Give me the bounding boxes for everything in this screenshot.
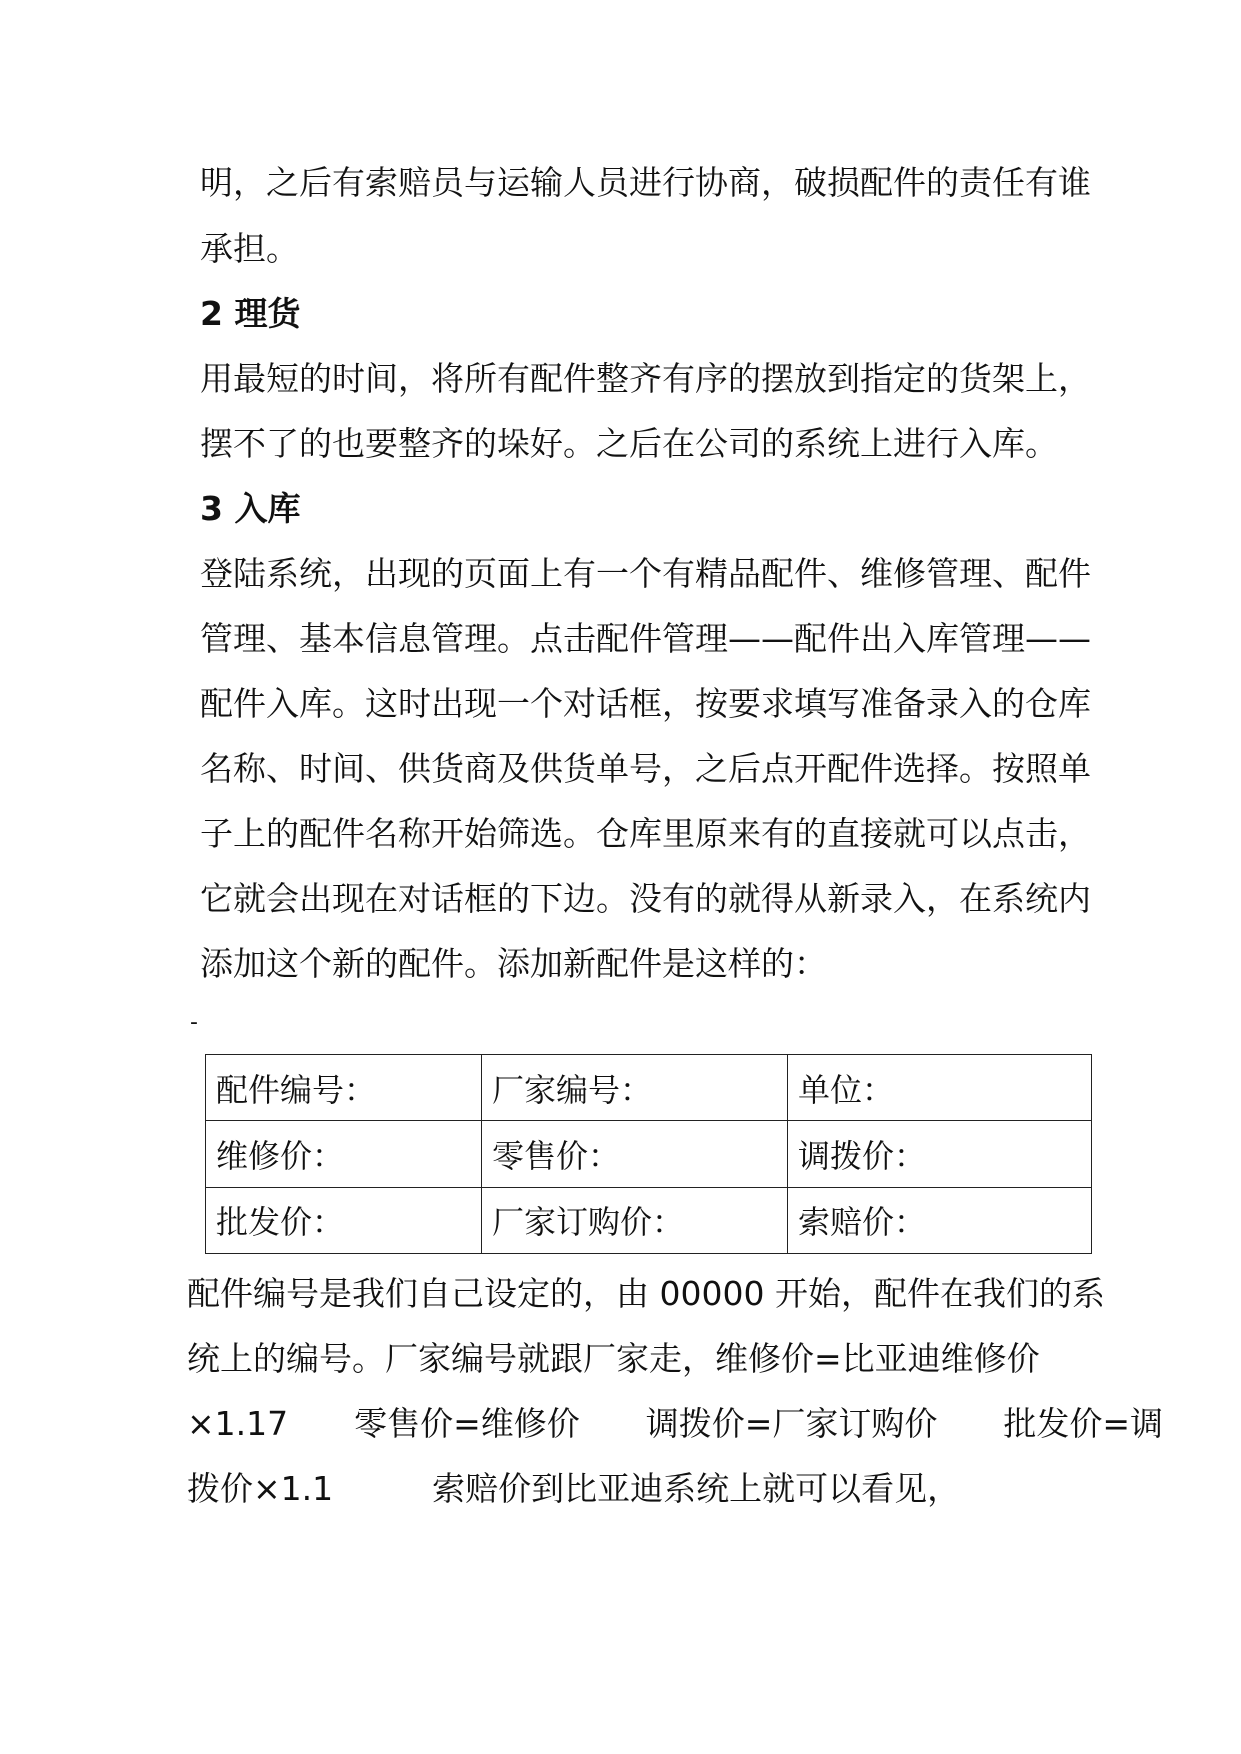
- table-cell: 调拨价：: [788, 1121, 1092, 1187]
- table-cell: 单位：: [788, 1055, 1092, 1121]
- section2-heading: 2 理货: [200, 294, 301, 333]
- section3-line: 名称、时间、供货商及供货单号，之后点开配件选择。按照单: [200, 749, 1091, 788]
- section2-line1: 用最短的时间，将所有配件整齐有序的摆放到指定的货架上，: [200, 359, 1091, 398]
- table-cell: 厂家编号：: [482, 1055, 788, 1121]
- table-cell: 厂家订购价：: [482, 1187, 788, 1253]
- table-row: [206, 1187, 1092, 1253]
- table-cell: 零售价：: [482, 1121, 788, 1187]
- dash-mark: -: [190, 1010, 198, 1035]
- section3-heading: 3 入库: [200, 489, 301, 528]
- section3-line: 登陆系统，出现的页面上有一个有精品配件、维修管理、配件: [200, 554, 1091, 593]
- table-row: [206, 1121, 1092, 1187]
- table-cell: 批发价：: [206, 1187, 482, 1253]
- table-cell: 维修价：: [206, 1121, 482, 1187]
- table-cell: 配件编号：: [206, 1055, 482, 1121]
- section2-line2: 摆不了的也要整齐的垛好。之后在公司的系统上进行入库。: [200, 424, 1058, 463]
- after-table-line: 统上的编号。厂家编号就跟厂家走，维修价=比亚迪维修价: [187, 1339, 1040, 1378]
- paragraph1-line1: 明，之后有索赔员与运输人员进行协商，破损配件的责任有谁: [200, 163, 1091, 202]
- section3-line: 它就会出现在对话框的下边。没有的就得从新录入，在系统内: [200, 879, 1091, 918]
- after-table-line: 拨价×1.1 索赔价到比亚迪系统上就可以看见，: [187, 1469, 961, 1508]
- after-table-line: 配件编号是我们自己设定的，由 00000 开始，配件在我们的系: [187, 1274, 1105, 1313]
- section3-line: 子上的配件名称开始筛选。仓库里原来有的直接就可以点击，: [200, 814, 1091, 853]
- section3-line: 管理、基本信息管理。点击配件管理——配件出入库管理——: [200, 619, 1091, 658]
- table-cell: 索赔价：: [788, 1187, 1092, 1253]
- after-table-line: ×1.17 零售价=维修价 调拨价=厂家订购价 批发价=调: [187, 1404, 1164, 1443]
- section3-line: 配件入库。这时出现一个对话框，按要求填写准备录入的仓库: [200, 684, 1091, 723]
- paragraph1-line2: 承担。: [200, 229, 299, 268]
- section3-line: 添加这个新的配件。添加新配件是这样的：: [200, 944, 827, 983]
- table-row: [206, 1055, 1092, 1121]
- parts-field-table: [205, 1054, 1092, 1254]
